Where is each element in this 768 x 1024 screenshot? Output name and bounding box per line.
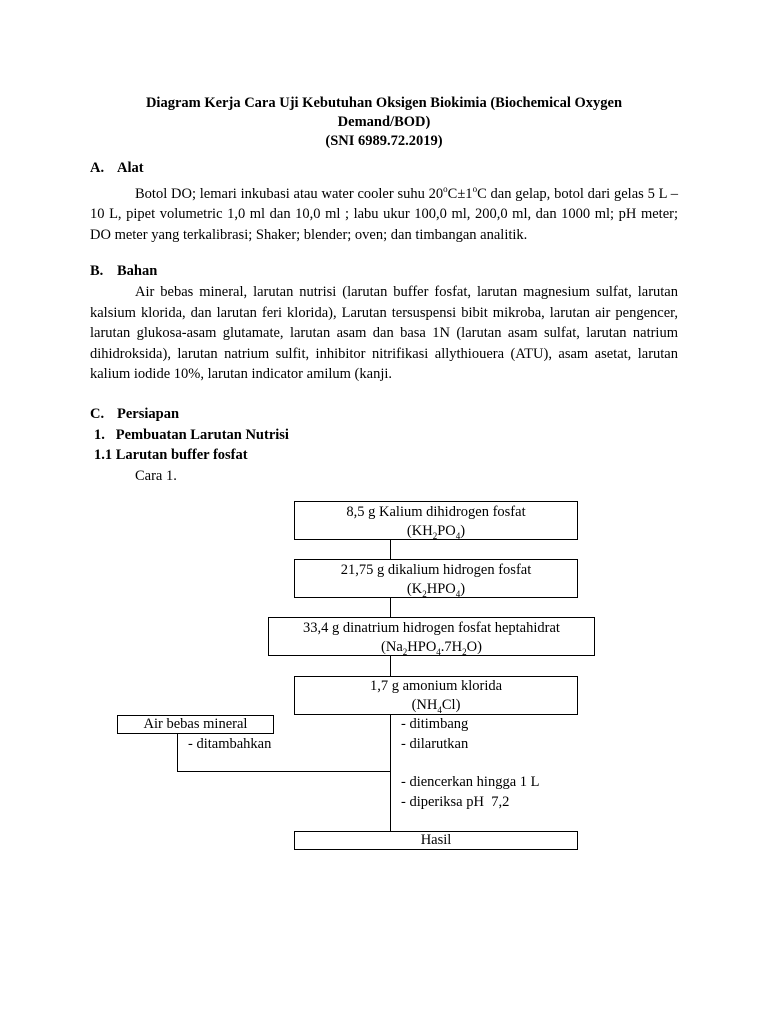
step-ditambahkan: - ditambahkan xyxy=(188,736,272,752)
section-a-title: Alat xyxy=(117,160,144,176)
connector-side-down xyxy=(177,733,178,772)
flow-box-kalium-dihidrogen-fosfat xyxy=(294,501,578,540)
box2-name: 21,75 g dikalium hidrogen fosfat xyxy=(340,562,532,578)
title-line-3: (SNI 6989.72.2019) xyxy=(325,133,443,149)
alat-text-1: Botol DO; lemari inkubasi atau water cooler suhu 20 xyxy=(135,185,444,202)
step-ditimbang: - ditimbang xyxy=(401,716,469,732)
box4-name: 1,7 g amonium klorida xyxy=(369,678,503,694)
flow-box-dikalium-hidrogen-fosfat xyxy=(294,559,578,598)
box1-formula: $(KH_2PO_4)$ xyxy=(406,523,466,541)
title-line-1: Diagram Kerja Cara Uji Kebutuhan Oksigen Biokimia (Biochemical Oxygen xyxy=(145,95,623,111)
section-b-heading xyxy=(90,263,157,280)
alat-text-2: C±1 xyxy=(447,185,473,202)
step-diencerkan: - diencerkan hingga 1 L xyxy=(401,774,540,790)
connector-side-join xyxy=(177,771,391,772)
section-b-label: B. xyxy=(90,263,104,279)
flow-box-amonium-klorida xyxy=(294,676,578,715)
degree-sign-1: o xyxy=(443,184,448,194)
box2-formula: $(K_2HPO_4)$ xyxy=(406,581,466,599)
section-c-title: Persiapan xyxy=(117,406,180,422)
flow-box-hasil: Hasil xyxy=(294,831,578,850)
step-dilarutkan: - dilarutkan xyxy=(401,736,469,752)
alat-text-3: C dan gelap, botol dari gelas 5 L – 10 L, pipet volumetric 1,0 ml dan 10,0 ml ; labu ukur 100,0 ml, 200,0 ml, dan 1000 ml; pH meter; DO meter yang terkalibrasi; Shaker; blender; oven; dan timbangan analitik. xyxy=(90,185,678,243)
step-diperiksa-ph: - diperiksa pH 7,2 xyxy=(401,794,510,810)
box4-formula: $(NH_4Cl)$ xyxy=(411,697,461,715)
section-c-label: C. xyxy=(90,406,105,422)
subsection-1-heading: 1. Pembuatan Larutan Nutrisi xyxy=(94,427,289,443)
page-title xyxy=(90,94,678,151)
box1-name: 8,5 g Kalium dihidrogen fosfat xyxy=(346,504,526,520)
alat-paragraph xyxy=(90,179,678,245)
subsection-1-1-heading: 1.1 Larutan buffer fosfat xyxy=(94,447,248,463)
section-a-heading xyxy=(90,160,144,177)
degree-sign-2: o xyxy=(472,184,478,194)
method-label: Cara 1. xyxy=(135,468,177,484)
box3-name: 33,4 g dinatrium hidrogen fosfat heptahidrat xyxy=(303,620,560,636)
flow-box-dinatrium-hidrogen-fosfat xyxy=(268,617,595,656)
bahan-paragraph: Air bebas mineral, larutan nutrisi (larutan buffer fosfat, larutan magnesium sulfat, larutan kalsium klorida, dan larutan feri klorida), Larutan tersuspensi bibit mikroba, larutan air pengencer, larutan glukosa-asam glutamate, larutan asam dan basa 1N (larutan asam sulfat, larutan natrium dihidroksida), larutan natrium sulfit, inhibitor nitrifikasi allythiouera (ATU), asam asetat, larutan kalium iodide 10%, larutan indicator amilum (kanji. xyxy=(90,284,678,382)
section-c-heading xyxy=(90,406,179,423)
section-a-label: A. xyxy=(90,160,105,176)
box3-formula: $(Na_2HPO_4.7H_2O)$ xyxy=(381,639,482,657)
flow-box-air-bebas-mineral: Air bebas mineral xyxy=(117,715,274,734)
section-b-title: Bahan xyxy=(117,263,158,279)
title-line-2: Demand/BOD) xyxy=(337,114,431,130)
connector-4-result xyxy=(390,715,391,831)
